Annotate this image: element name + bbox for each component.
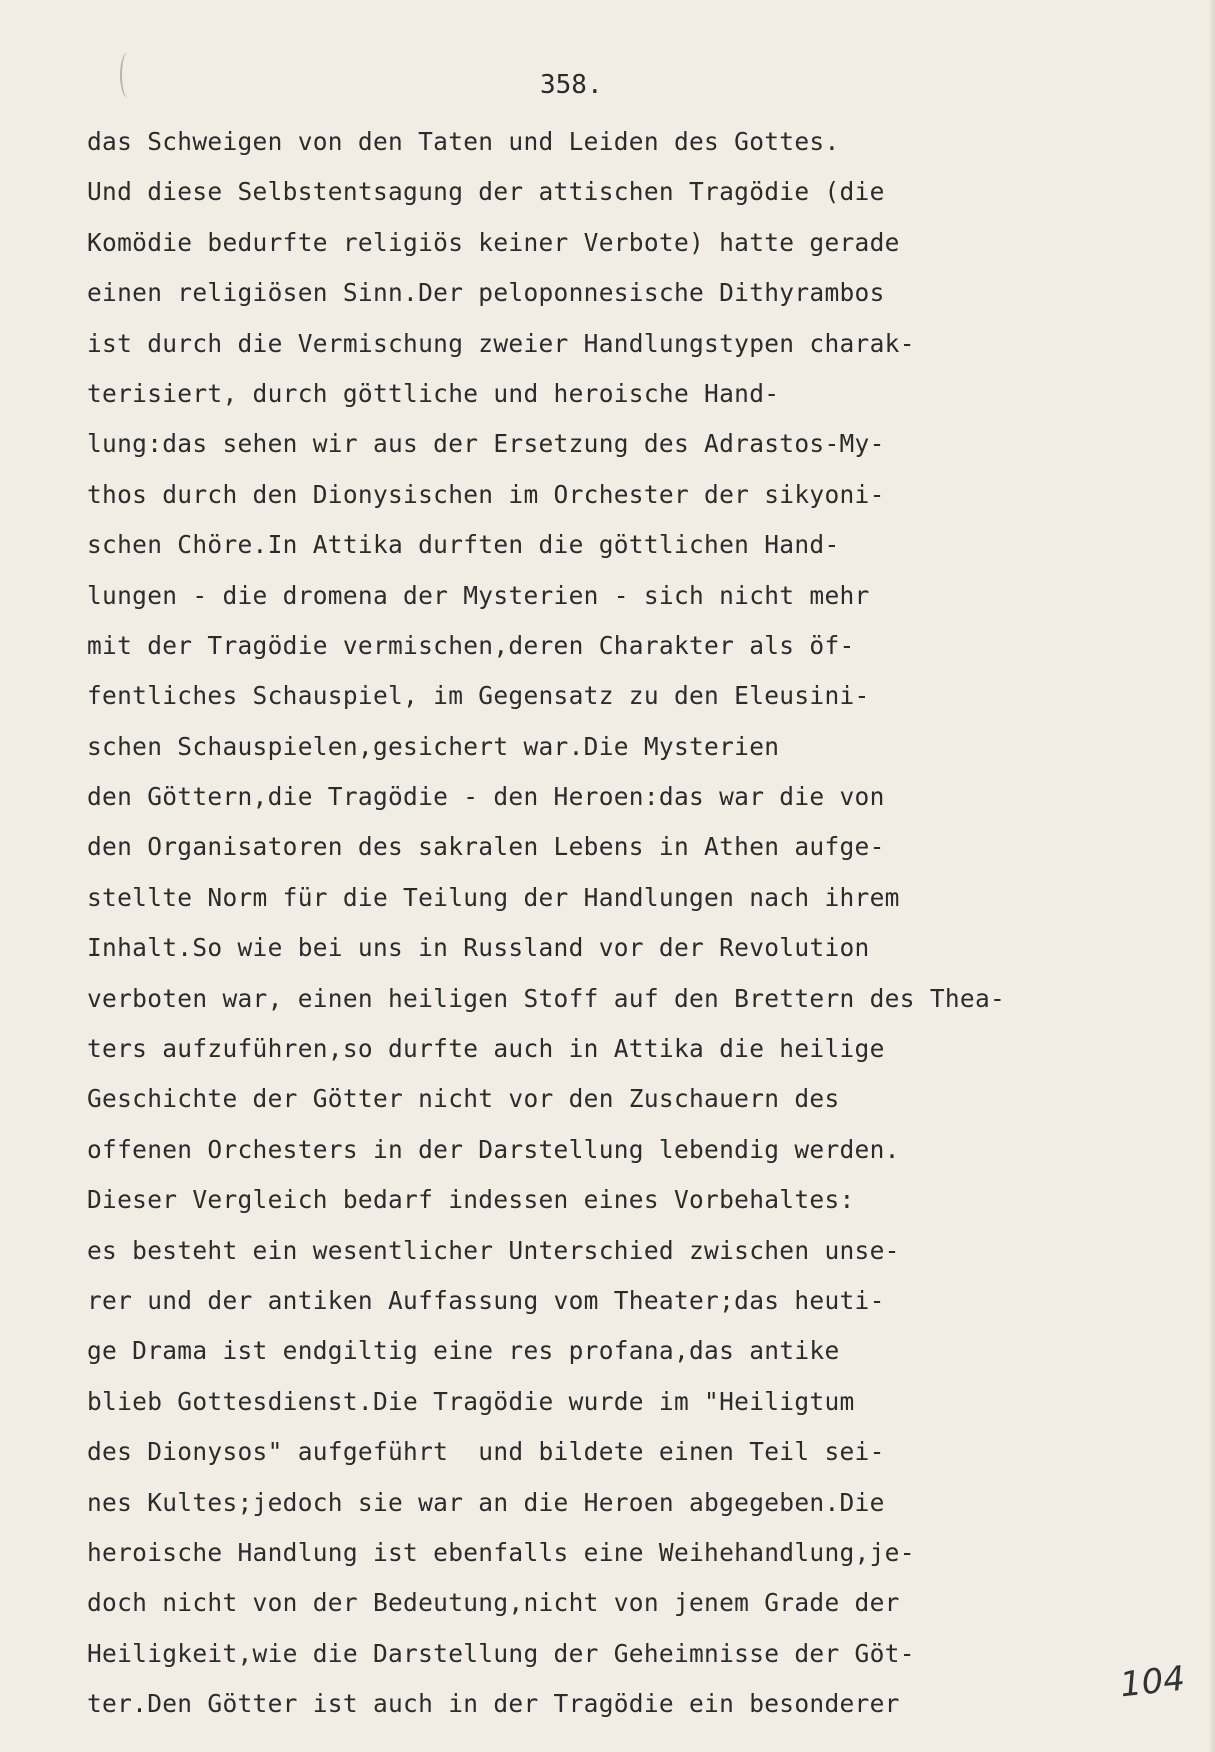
text-line: doch nicht von der Bedeutung,nicht von jenem Grade der (87, 1588, 900, 1618)
text-line: terisiert, durch göttliche und heroische Hand- (87, 378, 780, 408)
text-line: mit der Tragödie vermischen,deren Charakter als öf- (87, 630, 855, 660)
text-line: schen Chöre.In Attika durften die göttlichen Hand- (87, 530, 840, 560)
text-line: blieb Gottesdienst.Die Tragödie wurde im "Heiligtum (87, 1386, 855, 1416)
text-line: ter.Den Götter ist auch in der Tragödie ein besonderer (87, 1689, 900, 1719)
text-line: rer und der antiken Auffassung vom Theater;das heuti- (87, 1285, 885, 1315)
text-line: ist durch die Vermischung zweier Handlungstypen charak- (87, 328, 915, 358)
handwritten-archive-number: 104 (1118, 1658, 1187, 1706)
text-line: ge Drama ist endgiltig eine res profana,das antike (87, 1336, 840, 1366)
text-line: ters aufzuführen,so durfte auch in Attika die heilige (87, 1034, 885, 1064)
page-number: 358. (540, 70, 603, 100)
text-line: Heiligkeit,wie die Darstellung der Geheimnisse der Göt- (87, 1638, 915, 1668)
text-line: Inhalt.So wie bei uns in Russland vor der Revolution (87, 933, 870, 963)
text-line: nes Kultes;jedoch sie war an die Heroen abgegeben.Die (87, 1487, 885, 1517)
text-line: des Dionysos" aufgeführt und bildete einen Teil sei- (87, 1437, 885, 1467)
text-line: schen Schauspielen,gesichert war.Die Mysterien (87, 731, 780, 761)
text-line: Geschichte der Götter nicht vor den Zuschauern des (87, 1084, 840, 1114)
text-line: einen religiösen Sinn.Der peloponnesische Dithyrambos (87, 278, 885, 308)
text-line: den Göttern,die Tragödie - den Heroen:das war die von (87, 782, 885, 812)
text-line: verboten war, einen heiligen Stoff auf den Brettern des Thea- (87, 983, 1006, 1013)
text-line: Komödie bedurfte religiös keiner Verbote) hatte gerade (87, 227, 900, 257)
typed-text-body (87, 117, 1087, 1730)
text-line: heroische Handlung ist ebenfalls eine Weihehandlung,je- (87, 1537, 915, 1567)
text-line: offenen Orchesters in der Darstellung lebendig werden. (87, 1134, 900, 1164)
text-line: das Schweigen von den Taten und Leiden des Gottes. (87, 127, 840, 156)
text-line: thos durch den Dionysischen im Orchester der sikyoni- (87, 479, 885, 509)
text-line: Dieser Vergleich bedarf indessen eines Vorbehaltes: (87, 1185, 855, 1215)
pencil-mark (120, 52, 136, 98)
text-line: stellte Norm für die Teilung der Handlungen nach ihrem (87, 882, 900, 912)
text-line: Und diese Selbstentsagung der attischen Tragödie (die (87, 177, 885, 207)
text-line: es besteht ein wesentlicher Unterschied zwischen unse- (87, 1235, 900, 1265)
text-line: fentliches Schauspiel, im Gegensatz zu den Eleusini- (87, 681, 870, 711)
text-line: den Organisatoren des sakralen Lebens in Athen aufge- (87, 832, 885, 862)
text-line: lungen - die dromena der Mysterien - sich nicht mehr (87, 580, 870, 610)
text-line: lung:das sehen wir aus der Ersetzung des Adrastos-My- (87, 429, 885, 459)
